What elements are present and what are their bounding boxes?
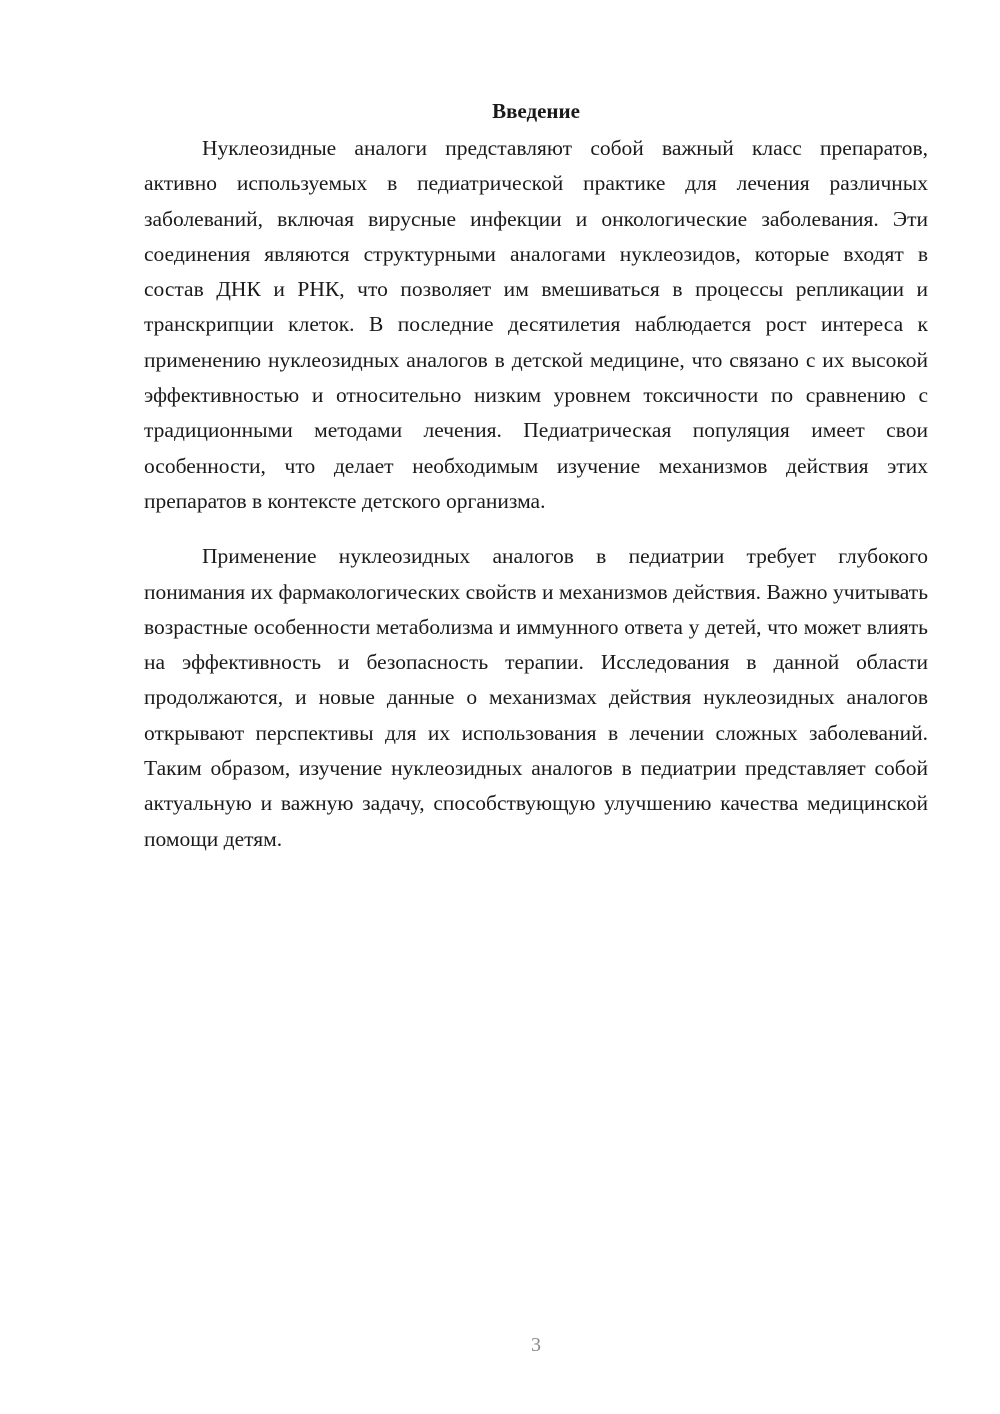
document-body	[144, 96, 928, 857]
section-heading: Введение	[492, 99, 580, 123]
paragraph-2: Применение нуклеозидных аналогов в педиатрии требует глубокого понимания их фармакологических свойств и механизмов действия. Важно учитывать возрастные особенности метаболизма и иммунного ответа у детей, что может влиять на эффективность и безопасность терапии. Исследования в данной области продолжаются, и новые данные о механизмах действия нуклеозидных аналогов открывают перспективы для их использования в лечении сложных заболеваний. Таким образом, изучение нуклеозидных аналогов в педиатрии представляет собой актуальную и важную задачу, способствующую улучшению качества медицинской помощи детям.	[144, 544, 928, 851]
page-number: 3	[531, 1334, 541, 1356]
paragraph-1: Нуклеозидные аналоги представляют собой важный класс препаратов, активно используемых в педиатрической практике для лечения различных заболеваний, включая вирусные инфекции и онкологические заболевания. Эти соединения являются структурными аналогами нуклеозидов, которые входят в состав ДНК и РНК, что позволяет им вмешиваться в процессы репликации и транскрипции клеток. В последние десятилетия наблюдается рост интереса к применению нуклеозидных аналогов в детской медицине, что связано с их высокой эффективностью и относительно низким уровнем токсичности по сравнению с традиционными методами лечения. Педиатрическая популяция имеет свои особенности, что делает необходимым изучение механизмов действия этих препаратов в контексте детского организма.	[144, 136, 928, 513]
